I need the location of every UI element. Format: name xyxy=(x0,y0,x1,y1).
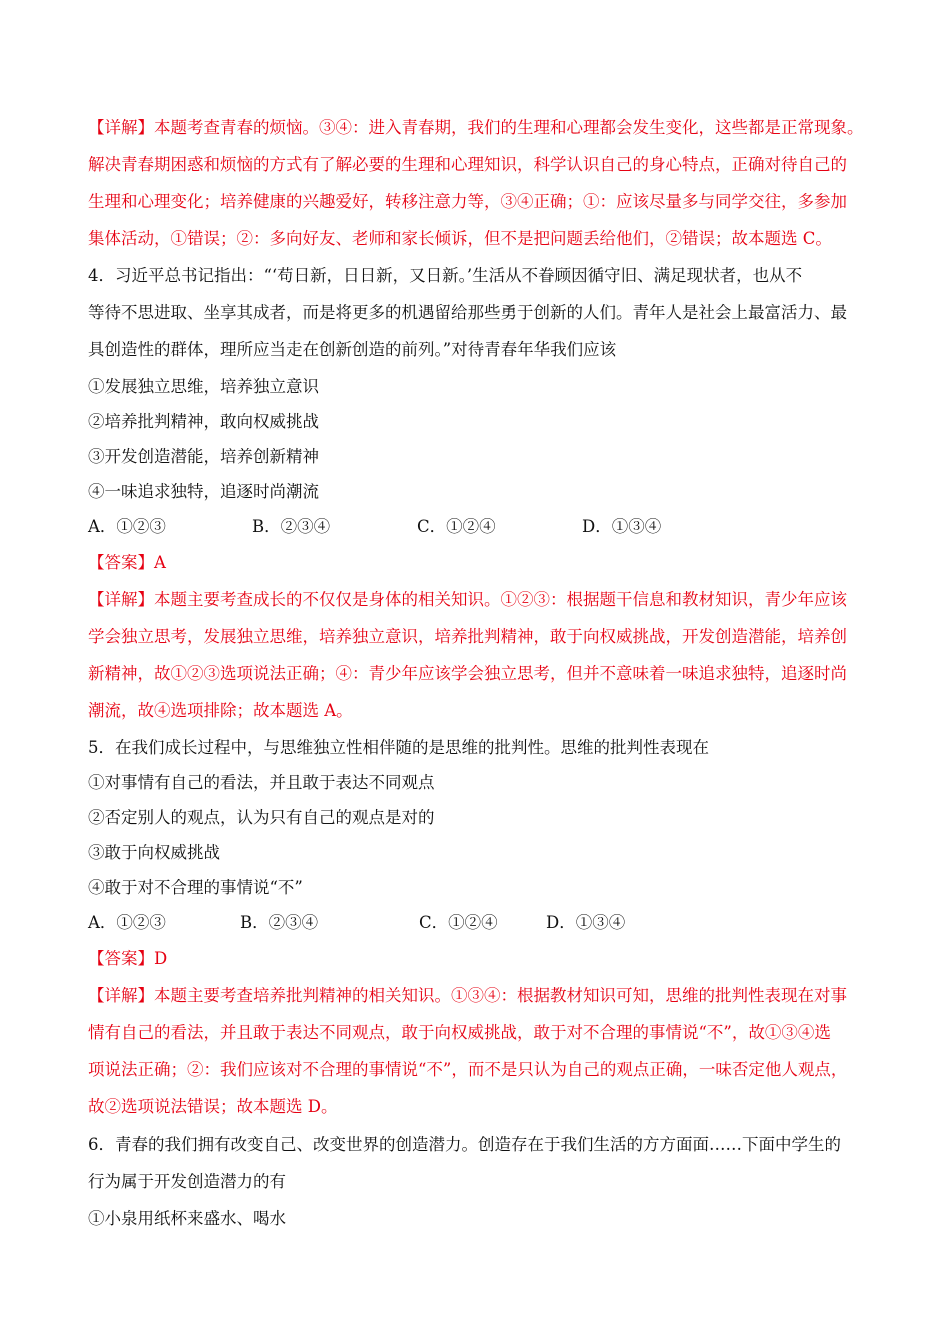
q5-option-d: D．①③④ xyxy=(546,913,626,932)
q3-detail-line-2: 解决青春期困惑和烦恼的方式有了解必要的生理和心理知识，科学认识自己的身心特点，正确对待自己的 xyxy=(88,155,847,174)
q4-answer: 【答案】A xyxy=(88,553,166,572)
q6-item-1: ①小泉用纸杯来盛水、喝水 xyxy=(88,1209,286,1228)
q6-stem-line-1: 6．青春的我们拥有改变自己、改变世界的创造潜力。创造存在于我们生活的方方面面……下面中学生的 xyxy=(88,1135,841,1154)
q4-item-2: ②培养批判精神，敢向权威挑战 xyxy=(88,412,319,431)
q4-stem-line-1: 4．习近平总书记指出：“‘苟日新，日日新，又日新。’生活从不眷顾因循守旧、满足现状者，也从不 xyxy=(88,266,803,285)
q5-option-a: A．①②③ xyxy=(88,913,166,932)
q5-item-1: ①对事情有自己的看法，并且敢于表达不同观点 xyxy=(88,773,435,792)
q4-option-b: B．②③④ xyxy=(252,517,331,536)
q3-detail-line-3: 生理和心理变化；培养健康的兴趣爱好，转移注意力等，③④正确；①：应该尽量多与同学交往，多参加 xyxy=(88,192,847,211)
q5-option-b: B．②③④ xyxy=(240,913,319,932)
q5-detail-line-2: 情有自己的看法，并且敢于表达不同观点，敢于向权威挑战，敢于对不合理的事情说“不”，故①③④选 xyxy=(88,1023,831,1042)
q4-option-d: D．①③④ xyxy=(582,517,662,536)
q5-item-2: ②否定别人的观点，认为只有自己的观点是对的 xyxy=(88,808,435,827)
q4-stem-line-3: 具创造性的群体，理所应当走在创新创造的前列。”对待青春年华我们应该 xyxy=(88,340,617,359)
q4-item-1: ①发展独立思维，培养独立意识 xyxy=(88,377,319,396)
q4-item-4: ④一味追求独特，追逐时尚潮流 xyxy=(88,482,319,501)
q5-detail-line-3: 项说法正确；②：我们应该对不合理的事情说“不”，而不是只认为自己的观点正确，一味否定他人观点， xyxy=(88,1060,848,1079)
q4-item-3: ③开发创造潜能，培养创新精神 xyxy=(88,447,319,466)
q4-detail-line-1: 【详解】本题主要考查成长的不仅仅是身体的相关知识。①②③：根据题干信息和教材知识，青少年应该 xyxy=(88,590,847,609)
q4-detail-line-2: 学会独立思考，发展独立思维，培养独立意识，培养批判精神，敢于向权威挑战，开发创造潜能，培养创 xyxy=(88,627,847,646)
q5-stem-line-1: 5．在我们成长过程中，与思维独立性相伴随的是思维的批判性。思维的批判性表现在 xyxy=(88,738,709,757)
q6-stem-line-2: 行为属于开发创造潜力的有 xyxy=(88,1172,286,1191)
q5-detail-line-4: 故②选项说法错误；故本题选 D。 xyxy=(88,1097,338,1116)
q4-option-c: C．①②④ xyxy=(417,517,496,536)
q5-detail-line-1: 【详解】本题主要考查培养批判精神的相关知识。①③④：根据教材知识可知，思维的批判性表现在对事 xyxy=(88,986,847,1005)
q5-option-c: C．①②④ xyxy=(419,913,498,932)
q4-detail-line-3: 新精神，故①②③选项说法正确；④：青少年应该学会独立思考，但并不意味着一味追求独特，追逐时尚 xyxy=(88,664,847,683)
q5-item-3: ③敢于向权威挑战 xyxy=(88,843,220,862)
q4-stem-line-2: 等待不思进取、坐享其成者，而是将更多的机遇留给那些勇于创新的人们。青年人是社会上最富活力、最 xyxy=(88,303,847,322)
q4-option-a: A．①②③ xyxy=(88,517,166,536)
q3-detail-line-4: 集体活动，①错误；②：多向好友、老师和家长倾诉，但不是把问题丢给他们，②错误；故本题选 C。 xyxy=(88,229,832,248)
q5-answer: 【答案】D xyxy=(88,949,168,968)
q4-detail-line-4: 潮流，故④选项排除；故本题选 A。 xyxy=(88,701,353,720)
q5-item-4: ④敢于对不合理的事情说“不” xyxy=(88,878,303,897)
q3-detail-line-1: 【详解】本题考查青春的烦恼。③④：进入青春期，我们的生理和心理都会发生变化，这些都是正常现象。 xyxy=(88,118,864,137)
